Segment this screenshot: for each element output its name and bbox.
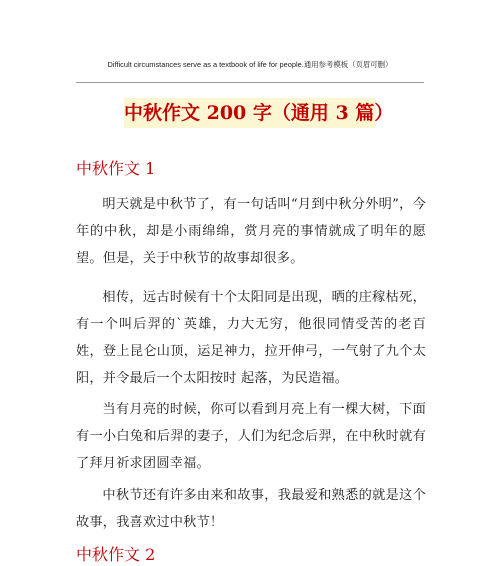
page-header: Difficult circumstances serve as a textbook of life for people.通用参考模板（页眉可删） xyxy=(107,60,393,69)
paragraph-2: 相传，远古时候有十个太阳同是出现，晒的庄稼枯死，有一个叫后羿的`英雄，力大无穷，他很同情受苦的老百姓，登上昆仑山顶，运足神力，拉开伸弓，一气射了九个太阳，并令最后一个太阳按时 起落，为民造福。 xyxy=(76,290,426,386)
section-heading-2: 中秋作文 2 xyxy=(76,545,156,564)
paragraph-1: 明天就是中秋节了，有一句话叫“月到中秋分外明”，今年的中秋，却是小雨绵绵，赏月亮的事情就成了明年的愿望。但是，关于中秋节的故事却很多。 xyxy=(76,197,426,266)
section-heading-1: 中秋作文 1 xyxy=(76,159,156,178)
paragraph-4: 中秋节还有许多由来和故事，我最爱和熟悉的就是这个故事，我喜欢过中秋节！ xyxy=(76,488,426,530)
document-title: 中秋作文 200 字（通用 3 篇） xyxy=(124,98,376,128)
paragraph-3: 当有月亮的时候，你可以看到月亮上有一棵大树，下面有一小白兔和后羿的妻子，人们为纪念后羿，在中秋时就有了拜月祈求团圆幸福。 xyxy=(76,402,426,471)
header-rule xyxy=(76,82,424,83)
